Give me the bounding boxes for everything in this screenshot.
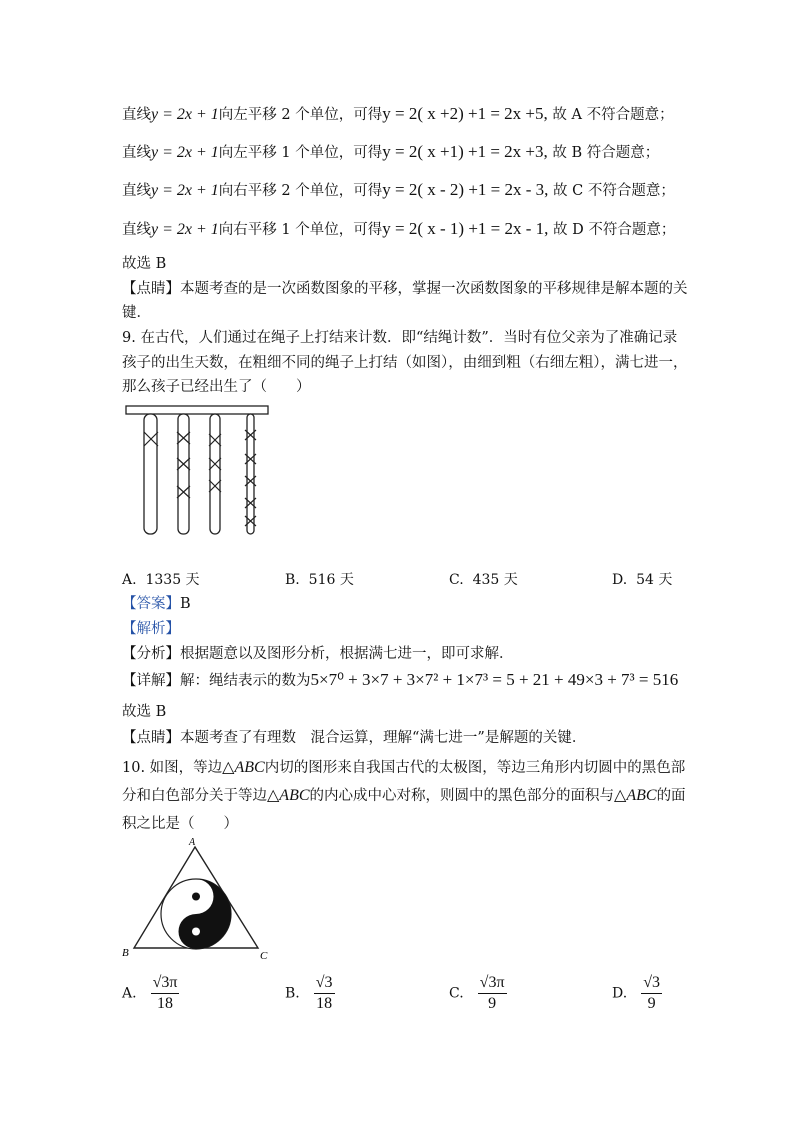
- stem-text: 在古代，人们通过在绳子上打结来计数．即“结绳计数”．当时有位父亲为了准确记录: [140, 330, 678, 346]
- option-letter: C.: [449, 985, 464, 1002]
- q10-option-d: [612, 974, 662, 1013]
- stem-text: 的面: [656, 788, 686, 804]
- line-equation: y = 2x + 1: [151, 106, 219, 123]
- fraction-denominator: 18: [316, 995, 333, 1012]
- detail-label: 【详解】: [122, 673, 180, 689]
- q8-choice: 故选 B: [122, 256, 167, 272]
- detail-expression: 5×7⁰ + 3×7 + 3×7² + 1×7³ = 5 + 21 + 49×3 + 7³ = 516: [310, 670, 679, 689]
- option-letter: B.: [285, 572, 300, 588]
- detail-prefix: 解：绳结表示的数为: [180, 673, 311, 689]
- fenxi-label: 【分析】: [122, 646, 180, 662]
- line-prefix: 直线: [122, 222, 151, 238]
- rope-bar: [126, 406, 268, 414]
- q9-stem-line3: 那么孩子已经出生了（ ）: [122, 379, 311, 395]
- stem-text: 如图，等边: [149, 760, 223, 776]
- line-mid: 向右平移 1 个单位，可得: [218, 222, 383, 238]
- line-equation: y = 2x + 1: [151, 221, 219, 238]
- solution-line-b: [122, 142, 659, 163]
- option-text: 1335 天: [145, 572, 200, 588]
- option-fraction: [314, 974, 335, 1013]
- answer-value: B: [180, 596, 191, 612]
- option-letter: A.: [122, 985, 137, 1002]
- q9-choice: 故选 B: [122, 704, 167, 720]
- comment-text: 本题考查的是一次函数图象的平移，掌握一次函数图象的平移规律是解本题的关: [180, 281, 688, 297]
- comment-label: 【点睛】: [122, 730, 180, 746]
- solution-line-d: [122, 219, 675, 240]
- q10-option-a: [122, 974, 179, 1013]
- line-result: y = 2( x +2) +1 = 2x +5,: [382, 104, 548, 123]
- q8-comment-cont: 键．: [122, 305, 151, 321]
- fraction-denominator: 9: [647, 995, 656, 1012]
- line-result: y = 2( x - 2) +1 = 2x - 3,: [382, 180, 549, 199]
- line-equation: y = 2x + 1: [151, 182, 219, 199]
- option-letter: A.: [122, 572, 137, 588]
- line-suffix: 故 A 不符合题意；: [552, 107, 674, 123]
- option-text: 516 天: [308, 572, 354, 588]
- question-number: 10.: [122, 760, 146, 776]
- fraction-denominator: 9: [488, 995, 497, 1012]
- line-prefix: 直线: [122, 107, 151, 123]
- q9-fenxi: [122, 644, 514, 664]
- option-letter: D.: [612, 985, 628, 1002]
- q10-option-c: [449, 974, 507, 1013]
- line-mid: 向左平移 1 个单位，可得: [218, 145, 383, 161]
- taiji-triangle-figure: [118, 838, 278, 964]
- fraction-numerator: √3: [314, 974, 335, 994]
- q10-stem-line3: 积之比是（ ）: [122, 816, 238, 832]
- vertex-a-label: A: [189, 838, 196, 848]
- vertex-c-label: C: [260, 950, 268, 962]
- vertex-b-label: B: [122, 947, 129, 959]
- fraction-numerator: √3π: [478, 974, 507, 994]
- q9-comment: [122, 728, 586, 748]
- fraction-denominator: 18: [156, 995, 173, 1012]
- question-number: 9.: [122, 330, 136, 346]
- q9-option-d: [612, 569, 672, 589]
- line-suffix: 故 B 符合题意；: [552, 145, 660, 161]
- q9-option-b: [285, 569, 354, 589]
- triangle-symbol: △ABC: [222, 759, 265, 776]
- line-prefix: 直线: [122, 145, 151, 161]
- q9-detail: [122, 670, 678, 691]
- comment-label: 【点睛】: [122, 281, 180, 297]
- answer-label: 【答案】: [122, 596, 180, 612]
- option-fraction: [151, 974, 180, 1013]
- q9-option-c: [449, 569, 518, 589]
- triangle-symbol: △ABC: [614, 787, 657, 804]
- solution-line-a: [122, 104, 674, 125]
- fraction-numerator: √3: [641, 974, 662, 994]
- line-result: y = 2( x +1) +1 = 2x +3,: [382, 142, 548, 161]
- q9-option-a: [122, 569, 200, 589]
- line-equation: y = 2x + 1: [151, 144, 219, 161]
- option-text: 435 天: [472, 572, 518, 588]
- fenxi-text: 根据题意以及图形分析，根据满七进一，即可求解．: [180, 646, 514, 662]
- solution-line-c: [122, 180, 675, 201]
- line-suffix: 故 D 不符合题意；: [553, 222, 676, 238]
- rope-1: [144, 414, 157, 534]
- q10-option-b: [285, 974, 335, 1013]
- line-suffix: 故 C 不符合题意；: [553, 183, 675, 199]
- comment-text: 本题考查了有理数 混合运算，理解“满七进一”是解题的关键．: [180, 730, 587, 746]
- q10-stem-line1: [122, 758, 685, 778]
- taiji-symbol: [161, 879, 231, 949]
- q9-answer: [122, 594, 191, 614]
- option-letter: B.: [285, 985, 300, 1002]
- line-mid: 向左平移 2 个单位，可得: [218, 107, 383, 123]
- option-letter: C.: [449, 572, 464, 588]
- q8-comment: [122, 279, 688, 299]
- line-result: y = 2( x - 1) +1 = 2x - 1,: [382, 219, 549, 238]
- fraction-numerator: √3π: [151, 974, 180, 994]
- option-letter: D.: [612, 572, 628, 588]
- knotted-ropes-figure: [120, 402, 280, 542]
- stem-text: 内切的图形来自我国古代的太极图，等边三角形内切圆中的黑色部: [264, 760, 686, 776]
- stem-text: 分和白色部分关于等边: [122, 788, 267, 804]
- rope-2: [178, 414, 189, 534]
- q9-analysis-label: 【解析】: [122, 621, 180, 637]
- line-prefix: 直线: [122, 183, 151, 199]
- option-fraction: [641, 974, 662, 1013]
- q10-stem-line2: [122, 786, 686, 806]
- option-text: 54 天: [636, 572, 673, 588]
- line-mid: 向右平移 2 个单位，可得: [218, 183, 383, 199]
- stem-text: 的内心成中心对称，则圆中的黑色部分的面积与: [309, 788, 615, 804]
- q9-stem-line2: 孩子的出生天数，在粗细不同的绳子上打结（如图），由细到粗（右细左粗），满七进一，: [122, 355, 688, 371]
- rope-3: [210, 414, 220, 534]
- triangle-symbol: △ABC: [267, 787, 310, 804]
- q9-stem-line1: [122, 328, 677, 348]
- option-fraction: [478, 974, 507, 1013]
